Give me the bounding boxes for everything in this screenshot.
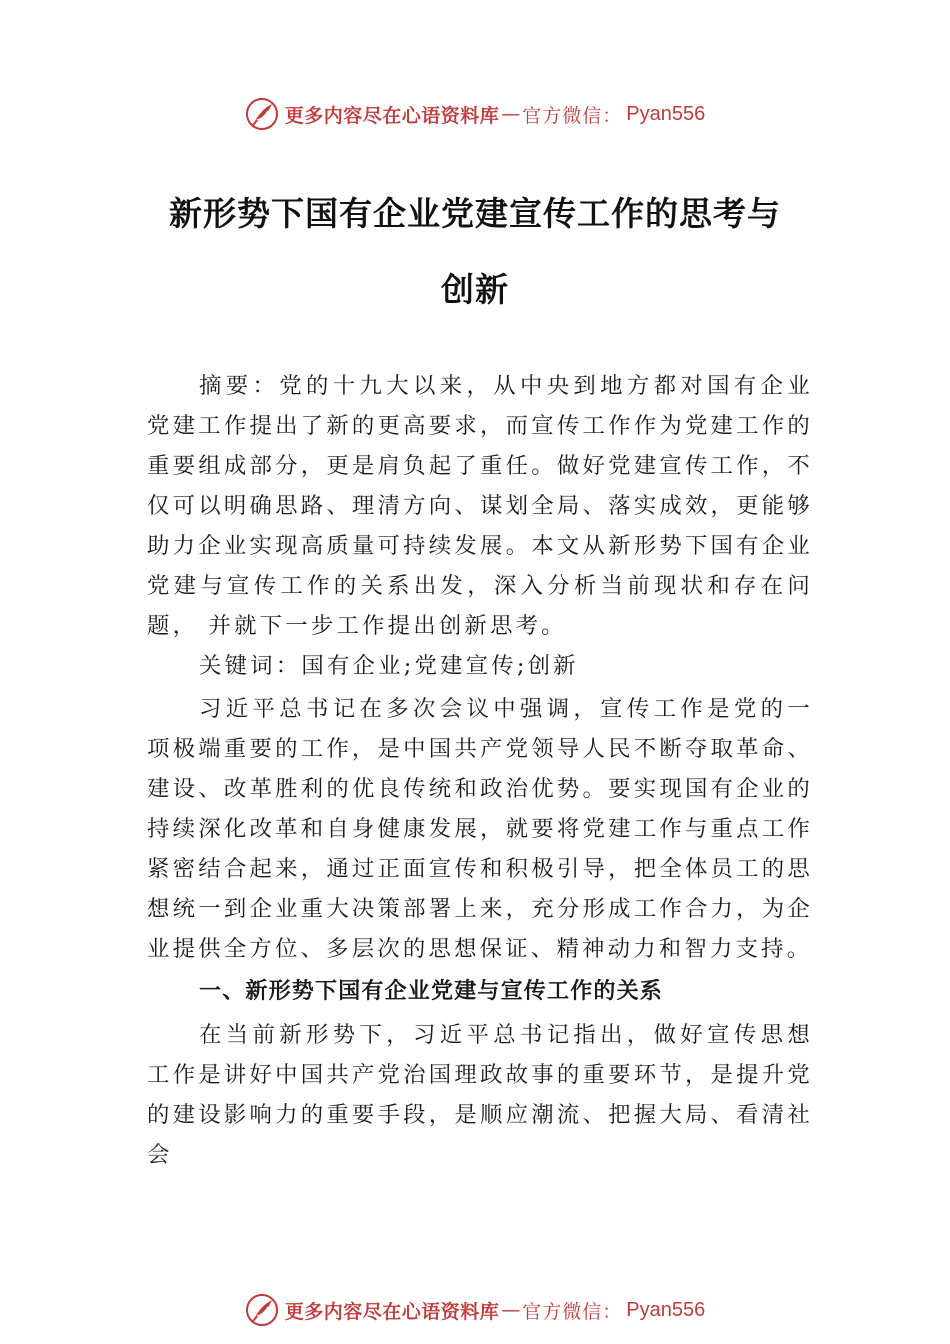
banner-text: 更多内容尽在心语资料库 <box>284 104 500 127</box>
section-heading-1: 一、新形势下国有企业党建与宣传工作的关系 <box>199 979 664 1004</box>
document-body <box>147 366 813 1175</box>
banner-separator: — <box>501 1299 521 1321</box>
banner-wechat-id: Pyan556 <box>626 1298 706 1321</box>
banner-text: 更多内容尽在心语资料库 <box>284 1300 500 1323</box>
banner-wechat-id: Pyan556 <box>626 102 706 125</box>
document-title-line1: 新形势下国有企业党建宣传工作的思考与 <box>169 194 781 233</box>
footer-banner <box>0 1290 950 1330</box>
banner-wechat-label: 官方微信： <box>522 104 623 127</box>
abstract-paragraph: 摘要：党的十九大以来，从中央到地方都对国有企业党建工作提出了新的更高要求，而宣传工作作为党建工作的重要组成部分，更是肩负起了重任。做好党建宣传工作，不仅可以明确思路、理清方向、谋划全局、落实成效，更能够助力企业实现高质量可持续发展。本文从新形势下国有企业党建与宣传工作的关系出发，深入分析当前现状和存在问题， 并就下一步工作提出创新思考。 <box>147 373 813 639</box>
banner-separator: — <box>501 103 521 125</box>
document-title-line2: 创新 <box>441 270 509 309</box>
feather-pen-logo-icon <box>245 1293 279 1327</box>
header-banner <box>0 94 950 134</box>
banner-wechat-label: 官方微信： <box>522 1300 623 1323</box>
keywords-paragraph: 关键词：国有企业;党建宣传;创新 <box>199 653 579 679</box>
body-paragraph-2: 在当前新形势下，习近平总书记指出，做好宣传思想工作是讲好中国共产党治国理政故事的重要环节，是提升党的建设影响力的重要手段，是顺应潮流、把握大局、看清社会 <box>147 1022 813 1168</box>
body-paragraph-1: 习近平总书记在多次会议中强调，宣传工作是党的一项极端重要的工作，是中国共产党领导人民不断夺取革命、建设、改革胜利的优良传统和政治优势。要实现国有企业的持续深化改革和自身健康发展，就要将党建工作与重点工作紧密结合起来，通过正面宣传和积极引导，把全体员工的思想统一到企业重大决策部署上来，充分形成工作合力，为企业提供全方位、多层次的思想保证、精神动力和智力支持。 <box>147 696 813 962</box>
feather-pen-logo-icon <box>245 97 279 131</box>
